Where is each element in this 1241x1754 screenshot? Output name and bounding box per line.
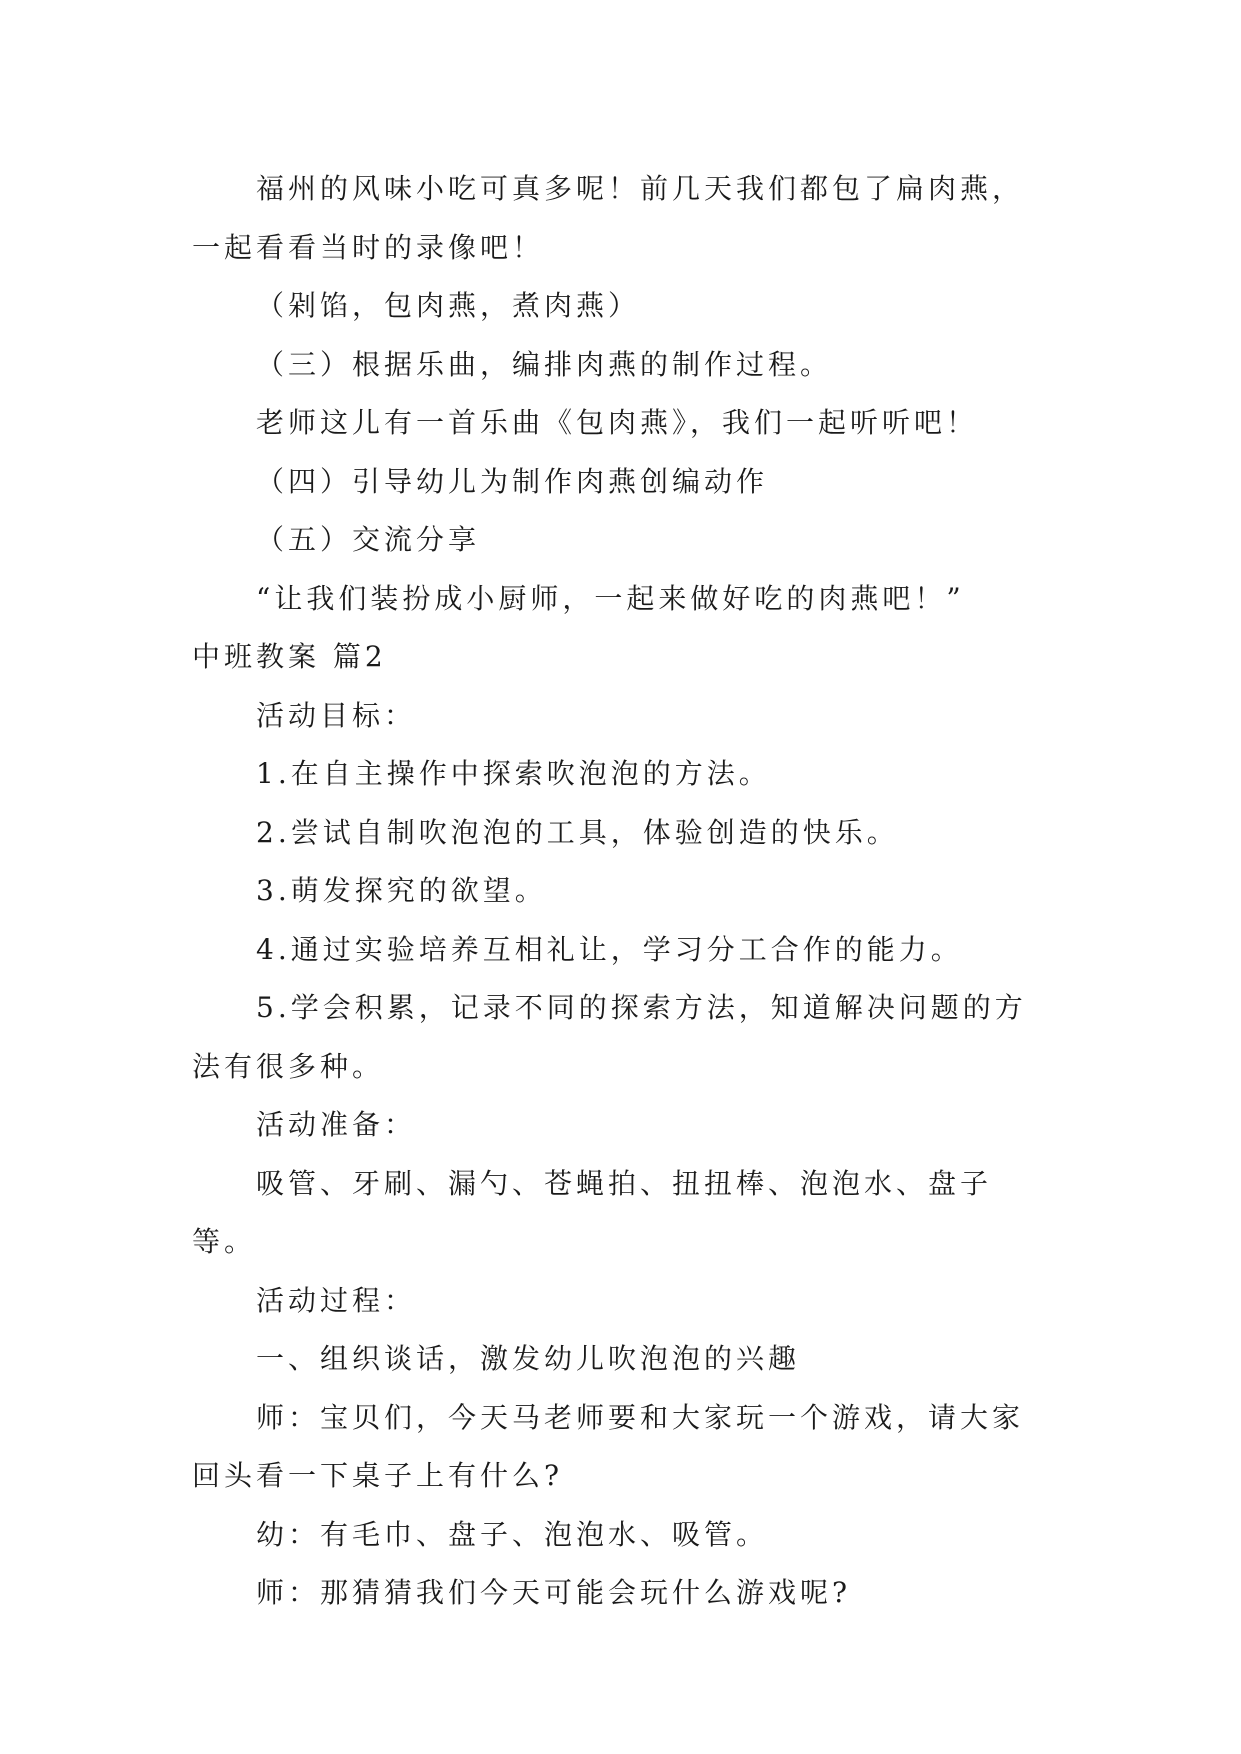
list-item: 3.萌发探究的欲望。: [256, 874, 547, 907]
list-item: 4.通过实验培养互相礼让，学习分工合作的能力。: [256, 932, 963, 966]
paragraph: 幼：有毛巾、盘子、泡泡水、吸管。: [256, 1517, 769, 1551]
paragraph: （剁馅，包肉燕，煮肉燕）: [256, 289, 641, 322]
document-body: [192, 160, 1052, 1623]
paragraph: （四）引导幼儿为制作肉燕创编动作: [256, 464, 769, 498]
paragraph: （三）根据乐曲，编排肉燕的制作过程。: [256, 347, 833, 381]
paragraph: 师：那猜猜我们今天可能会玩什么游戏呢?: [256, 1576, 852, 1609]
paragraph: 活动准备：: [256, 1108, 417, 1141]
paragraph: 福州的风味小吃可真多呢！前几天我们都包了扁肉燕，一起看看当时的录像吧！: [192, 172, 1025, 264]
paragraph: （五）交流分享: [256, 523, 481, 556]
paragraph: 师：宝贝们，今天马老师要和大家玩一个游戏，请大家回头看一下桌子上有什么?: [192, 1400, 1025, 1492]
paragraph: 活动目标：: [256, 698, 417, 732]
section-heading: 中班教案 篇2: [192, 640, 387, 673]
paragraph: 一、组织谈话，激发幼儿吹泡泡的兴趣: [256, 1342, 801, 1375]
paragraph: “让我们装扮成小厨师，一起来做好吃的肉燕吧！”: [256, 581, 965, 615]
list-item: 5.学会积累，记录不同的探索方法，知道解决问题的方法有很多种。: [192, 991, 1027, 1083]
paragraph: 活动过程：: [256, 1283, 417, 1317]
paragraph: 老师这儿有一首乐曲《包肉燕》，我们一起听听吧！: [256, 406, 979, 439]
list-item: 1.在自主操作中探索吹泡泡的方法。: [256, 757, 771, 790]
list-item: 2.尝试自制吹泡泡的工具，体验创造的快乐。: [256, 815, 899, 849]
paragraph: 吸管、牙刷、漏勺、苍蝇拍、扭扭棒、泡泡水、盘子等。: [192, 1166, 993, 1258]
